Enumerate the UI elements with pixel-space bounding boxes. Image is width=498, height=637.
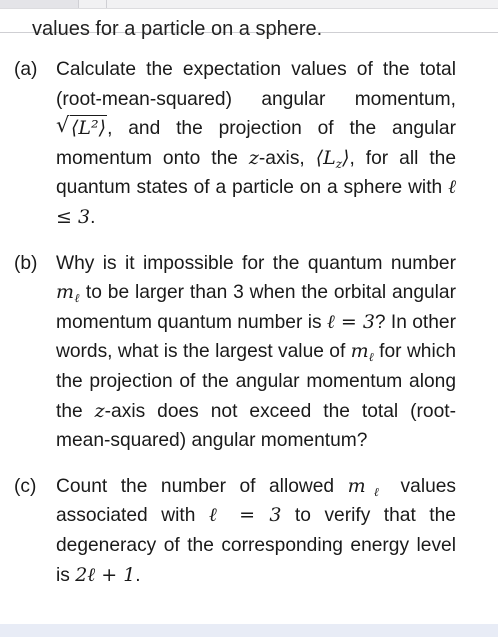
browser-tab[interactable]: [0, 0, 79, 8]
sqrt-icon: √: [56, 113, 70, 138]
problem-c-text-3: to verify that the degeneracy of the corresponding energy level is: [56, 505, 456, 586]
problem-b-text-3: ? In other words, what is the largest value of: [56, 311, 456, 363]
math-z: z: [94, 399, 105, 422]
window-top-bar: [0, 0, 498, 9]
problem-a-text-1: Calculate the expectation values of the total (root-mean-squared) angular momentum,: [56, 59, 456, 110]
problem-b-label: (b): [14, 252, 38, 274]
problem-a: [14, 55, 484, 233]
math-l-equals-3: ℓ = 3: [326, 310, 375, 333]
problem-a-text-5: .: [90, 206, 96, 228]
bottom-strip: [0, 624, 498, 637]
sqrt-expression: [56, 114, 107, 144]
problem-a-text-4: , for all the quantum states of a particle on a sphere with: [56, 147, 456, 199]
cut-off-header-text: values for a particle on a sphere.: [32, 18, 323, 40]
math-lz-close: ⟩: [342, 146, 350, 169]
problem-list: [14, 55, 484, 590]
problem-a-text: [56, 55, 456, 233]
problem-b-text: [56, 249, 456, 456]
problem-c: [14, 472, 484, 590]
problem-a-label: (a): [14, 59, 38, 80]
math-ml-m: m: [347, 474, 366, 497]
math-ml-2: [350, 340, 374, 365]
problem-b-text-5: -axis does not exceed the total (root-mean-squared) angular momentum?: [56, 400, 456, 452]
problem-c-text: [56, 472, 456, 590]
problem-c-text-1: Count the number of allowed: [56, 475, 348, 497]
cut-off-header-line: [32, 18, 452, 45]
math-l-equals-3: ℓ = 3: [208, 504, 282, 527]
problem-b: [14, 249, 484, 456]
problem-c-text-4: .: [135, 564, 141, 586]
math-ml-sub: ℓ: [74, 291, 81, 306]
math-ml-2-m: m: [350, 340, 369, 363]
math-ml-sub: ℓ: [365, 484, 388, 499]
math-lz-open: ⟨L: [315, 146, 336, 169]
math-ml-m: m: [56, 281, 75, 304]
sqrt-radicand: ⟨L²⟩: [71, 117, 107, 140]
math-ml-2-sub: ℓ: [368, 350, 374, 365]
problem-b-text-1: Why is it impossible for the quantum number: [56, 252, 456, 274]
problem-c-label: (c): [14, 475, 37, 497]
math-ml: [56, 281, 81, 306]
problem-a-text-2: , and the projection of the angular momentum onto the: [56, 118, 456, 169]
math-ml: [348, 475, 387, 497]
problem-c-text-2: values associated with: [56, 475, 457, 527]
math-condition: ℓ ≤ 3: [56, 176, 456, 228]
problem-b-text-2: to be larger than 3 when the orbital angular momentum quantum number is: [56, 282, 456, 333]
math-z: z: [248, 146, 259, 169]
problem-b-text-4: for which the projection of the angular momentum along the: [56, 341, 456, 422]
browser-tab-secondary[interactable]: [82, 0, 107, 8]
problem-a-text-3: -axis,: [258, 147, 316, 169]
math-lz: [316, 147, 350, 169]
math-lz-sub: z: [335, 156, 343, 171]
math-degeneracy: 2ℓ + 1: [75, 563, 136, 586]
